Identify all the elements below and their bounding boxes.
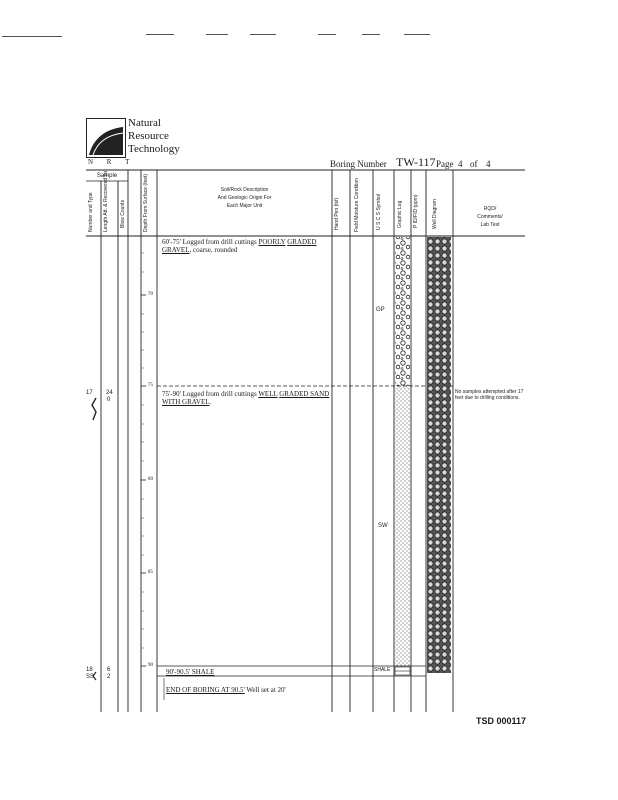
- sample-length: 24: [106, 390, 113, 396]
- uscs-symbol: SHALE: [374, 667, 391, 673]
- depth-label: 90: [148, 663, 153, 668]
- page-current: 4: [458, 159, 463, 169]
- graphic-log-header: Graphic Log: [397, 200, 403, 228]
- uscs-header: U S C S Symbol: [376, 193, 382, 231]
- sample-recovered: 2: [107, 674, 111, 680]
- sample-number: 17: [86, 390, 93, 396]
- unit-description: 75'-90' Logged from drill cuttings WELL GRADED SAND WITH GRAVEL.: [162, 390, 330, 406]
- uscs-symbol: SW: [378, 523, 388, 529]
- page-total: 4: [486, 159, 491, 169]
- boring-number: TW-117: [396, 155, 436, 169]
- document-stamp: TSD 000117: [476, 716, 527, 726]
- well-diagram-header: Well Diagram: [432, 199, 438, 229]
- unit-description: 90'-90.5' SHALE: [166, 668, 215, 676]
- blow-counts-header: Blow Counts: [120, 199, 126, 229]
- hand-pen-header: Hand Pen (tsf): [334, 197, 340, 231]
- depth-label: 80: [148, 477, 153, 482]
- depth-label: 85: [148, 570, 153, 575]
- sample-number: 18: [86, 667, 93, 673]
- pid-header: P ID/FID (ppm): [413, 194, 419, 228]
- comments-note: No samples attempted after 17 feet due to drilling conditions.: [455, 389, 524, 401]
- rqd-comments-header: RQD/ Comments/ Lab Test: [477, 206, 503, 228]
- company-name: Natural Resource Technology: [128, 117, 180, 155]
- description-header: Soil/Rock Description And Geologic Origin For Each Major Unit: [217, 187, 272, 209]
- depth-label: 75: [148, 383, 153, 388]
- number-type-header: Number and Type: [88, 192, 94, 232]
- page-of: of: [470, 159, 478, 169]
- field-moisture-header: Field Moisture Condition: [354, 178, 360, 232]
- unit-description: 60'-75' Logged from drill cuttings POORLY GRADED GRAVEL, coarse, rounded: [162, 238, 317, 254]
- sample-length: 6: [107, 667, 111, 673]
- end-of-boring-note: END OF BORING AT 90.5' Well set at 20': [166, 686, 286, 694]
- page-label: Page: [436, 159, 454, 169]
- company-initials: N R T: [88, 158, 136, 166]
- sample-recovered: 0: [107, 397, 111, 403]
- sample-header: Sample: [96, 173, 118, 179]
- uscs-symbol: GP: [376, 307, 385, 313]
- depth-header: Depth From Surface (feet): [143, 173, 149, 232]
- length-recovered-header: Length Att. & Recovered (in): [103, 169, 109, 232]
- depth-label: 70: [148, 292, 153, 297]
- boring-number-label: Boring Number: [330, 159, 387, 169]
- sample-type: SS: [86, 674, 95, 680]
